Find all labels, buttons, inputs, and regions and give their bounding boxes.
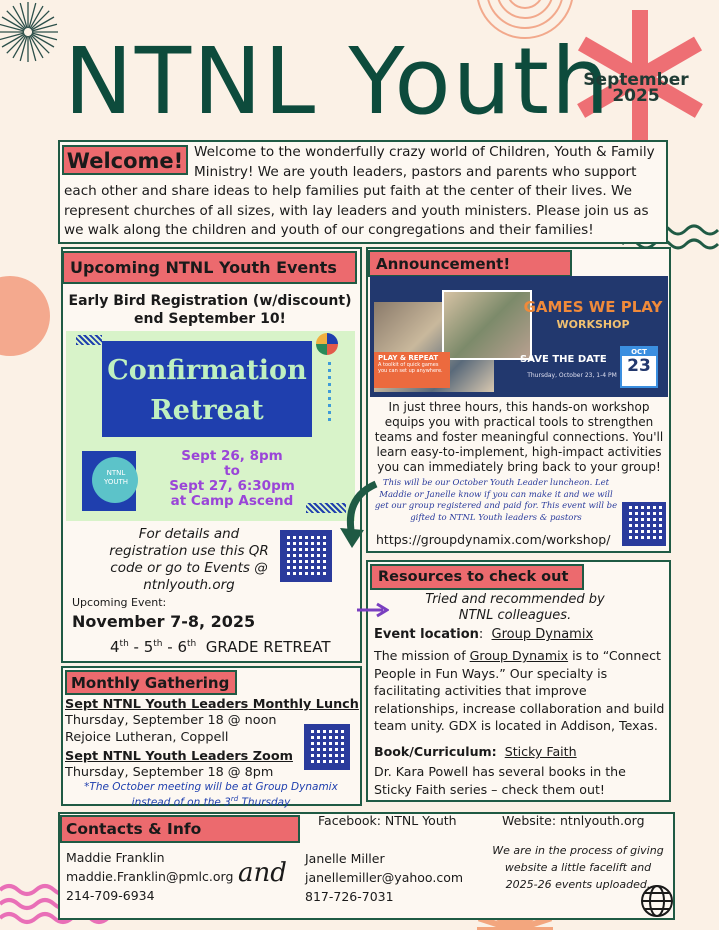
dates-line4: at Camp Ascend xyxy=(170,493,294,509)
group-dynamix-link[interactable]: Group Dynamix xyxy=(491,627,594,642)
issue-date xyxy=(580,72,692,104)
workshop-banner xyxy=(370,276,668,397)
grade-6: 6 xyxy=(177,638,188,656)
resources-intro: Tried and recommended by NTNL colleagues. xyxy=(425,592,605,623)
event-location-line: Event location: Group Dynamix xyxy=(374,627,594,642)
globe-icon[interactable] xyxy=(640,884,674,918)
banner-play-sub: A toolkit of quick games you can set up anywhere. xyxy=(378,362,443,374)
issue-year: 2025 xyxy=(612,86,660,106)
contact-1 xyxy=(66,848,233,905)
curved-arrow-icon xyxy=(336,478,380,550)
calendar-badge xyxy=(620,346,658,388)
grade-sup-5: th xyxy=(153,639,163,649)
book-text: Dr. Kara Powell has several books in the Sticky Faith series – check them out! xyxy=(374,764,626,797)
contact-1-name: Maddie Franklin xyxy=(66,850,165,865)
book-line xyxy=(374,744,577,759)
website-notice: We are in the process of giving website a little facelift and 2025-26 events uploaded. xyxy=(492,844,664,891)
resources-tag: Resources to check out xyxy=(370,564,584,590)
banner-save-date: SAVE THE DATE xyxy=(520,354,607,365)
contacts-tag: Contacts & Info xyxy=(60,815,300,843)
welcome-text xyxy=(64,143,664,241)
banner-photo-2 xyxy=(442,290,532,360)
starburst-decoration xyxy=(0,0,62,70)
announcement-tag: Announcement! xyxy=(368,250,572,277)
logo-line1: NTNL xyxy=(106,469,126,477)
event-location-text xyxy=(374,647,666,735)
banner-play-tag xyxy=(374,352,450,388)
monthly-note-sup: rd xyxy=(230,795,239,803)
banner-subtitle: WORKSHOP xyxy=(556,318,630,331)
banner-title: GAMES WE PLAY xyxy=(523,298,663,316)
book-label: Book/Curriculum: xyxy=(374,744,497,759)
retreat-dates xyxy=(152,449,312,509)
flyer-dots xyxy=(328,359,331,421)
contact-1-email[interactable]: maddie.Franklin@pmlc.org xyxy=(66,869,234,884)
contact-2-name: Janelle Miller xyxy=(305,851,385,866)
zoom-title[interactable]: Sept NTNL Youth Leaders Zoom xyxy=(65,749,293,764)
event-text-1: The mission of xyxy=(374,648,470,663)
group-dynamix-inline-link[interactable]: Group Dynamix xyxy=(469,648,569,663)
monthly-note-2: instead of on the 3 xyxy=(131,796,231,809)
monthly-note-2-line xyxy=(66,793,356,809)
events-qr-code[interactable] xyxy=(280,530,332,582)
zoom-when: Thursday, September 18 @ 8pm xyxy=(65,765,274,780)
announcement-body: In just three hours, this hands-on workshop equips you with practical tools to strengthen teams and foster meaningful connections. You'll learn easy-to-implement, high-impact activities you can immediately bring back to your group! xyxy=(374,400,664,474)
and-script: and xyxy=(238,858,287,888)
grade-5: 5 xyxy=(143,638,154,656)
lunch-when: Thursday, September 18 @ noon xyxy=(65,713,277,728)
flyer-stripes xyxy=(76,335,102,345)
grade-sup-6: th xyxy=(187,639,197,649)
grade-4: 4 xyxy=(110,638,120,656)
monthly-note-1: *The October meeting will be at Group Dynamix xyxy=(84,781,338,793)
issue-month: September xyxy=(583,70,689,90)
banner-when: Thursday, October 23, 1-4 PM xyxy=(527,372,617,379)
page-title: NTNL Youth xyxy=(64,28,612,135)
upcoming-label: Upcoming Event: xyxy=(72,596,167,609)
upcoming-date: November 7-8, 2025 xyxy=(72,612,256,631)
contact-2-phone: 817-726-7031 xyxy=(305,889,394,904)
announcement-note: This will be our October Youth Leader luncheon. Let Maddie or Janelle know if you can make it and we will get our group registered and paid for. This event will be gifted to NTNL Youth leaders & pastors xyxy=(374,478,618,523)
contact-1-phone: 214-709-6934 xyxy=(66,888,155,903)
registration-details: For details and registration use this QR code or go to Events @ ntnlyouth.org xyxy=(109,526,269,593)
retreat-title-line2: Retreat xyxy=(150,395,264,426)
dates-line2: to xyxy=(224,463,240,479)
grade-retreat-line: 4th - 5th - 6th GRADE RETREAT xyxy=(110,638,331,656)
lunch-where: Rejoice Lutheran, Coppell xyxy=(65,730,229,745)
dates-line1: Sept 26, 8pm xyxy=(181,448,283,464)
calendar-day: 23 xyxy=(627,356,651,376)
sticky-faith-link[interactable]: Sticky Faith xyxy=(504,744,577,759)
grade-sup-4: th xyxy=(119,639,129,649)
arrow-right-icon xyxy=(357,602,389,618)
contact-2-email[interactable]: janellemiller@yahoo.com xyxy=(305,870,464,885)
globe-badge-icon xyxy=(316,333,338,355)
calendar-month: OCT xyxy=(622,348,656,356)
contact-2 xyxy=(305,849,463,906)
early-bird-text: Early Bird Registration (w/discount) end September 10! xyxy=(68,293,352,327)
dates-line3: Sept 27, 6:30pm xyxy=(169,478,295,494)
peach-flower-decoration xyxy=(0,268,56,363)
events-tag: Upcoming NTNL Youth Events xyxy=(62,251,357,284)
grade-text: GRADE RETREAT xyxy=(205,638,331,656)
retreat-title-line1: Confirmation xyxy=(107,355,307,386)
facebook-info[interactable]: Facebook: NTNL Youth xyxy=(318,813,457,828)
banner-play-title: PLAY & REPEAT xyxy=(378,354,439,362)
workshop-url[interactable]: https://groupdynamix.com/workshop/ xyxy=(376,532,611,547)
welcome-tag: Welcome! xyxy=(62,145,188,175)
monthly-note-3: Thursday xyxy=(238,796,291,809)
logo-line2: YOUTH xyxy=(103,478,129,486)
monthly-note xyxy=(66,781,356,809)
website-info[interactable]: Website: ntnlyouth.org xyxy=(502,813,645,828)
event-text-2: is to “Connect People in Fun Ways.” Our specialty is facilitating activities that improve relationships, increase collaboration and build team unity. GDX is located in Addison, Texas. xyxy=(374,648,665,734)
retreat-flyer xyxy=(66,331,355,521)
lunch-title[interactable]: Sept NTNL Youth Leaders Monthly Lunch xyxy=(65,697,359,712)
monthly-tag: Monthly Gathering xyxy=(65,670,237,695)
event-location-label: Event location xyxy=(374,627,479,642)
welcome-body: Welcome to the wonderfully crazy world of Children, Youth & Family Ministry! We are youth leaders, pastors and parents who support each other and share ideas to help families put faith at the center of their lives. We represent churches of all sizes, with lay leaders and youth ministers. Please join us as we walk along the children and youth of our congregations and their families! xyxy=(64,144,655,238)
zoom-qr-code[interactable] xyxy=(304,724,350,770)
ntnl-logo-text xyxy=(94,469,138,487)
announcement-qr-code[interactable] xyxy=(622,502,666,546)
